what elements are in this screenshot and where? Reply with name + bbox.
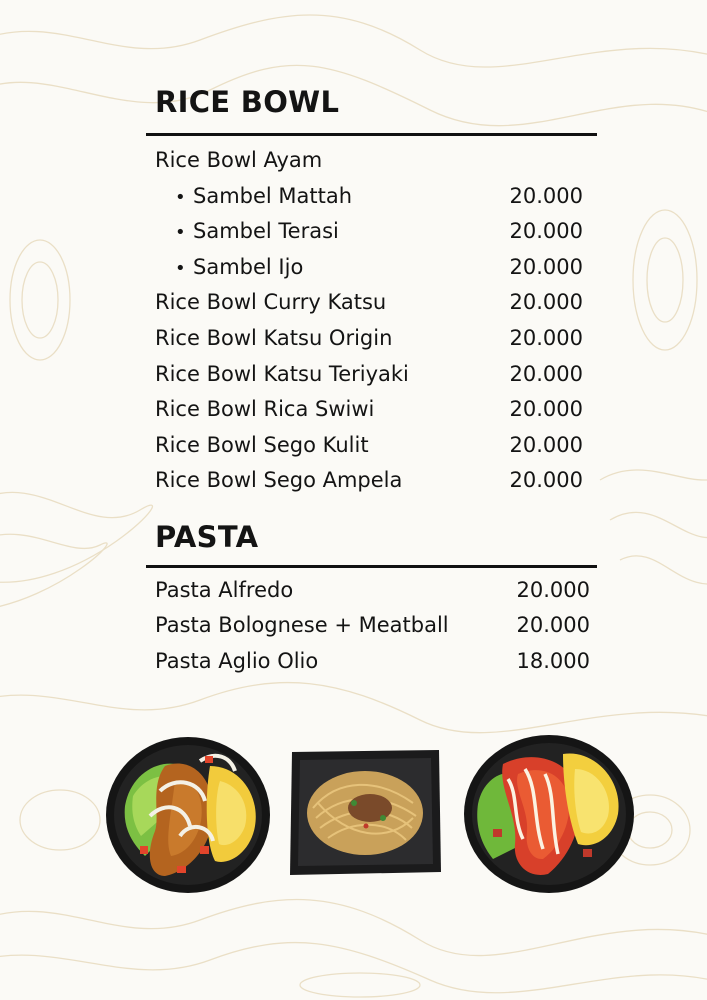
menu-item-name: • Sambel Ijo — [175, 257, 303, 278]
menu-item-price: 20.000 — [509, 184, 583, 208]
rice-bowl-curry-photo — [105, 736, 271, 894]
menu-item-price: 20.000 — [509, 219, 583, 243]
menu-item-price: 20.000 — [516, 578, 590, 602]
rice-bowl-title: RICE BOWL — [155, 85, 340, 119]
menu-item-name: Rice Bowl Katsu Teriyaki — [155, 362, 409, 386]
pasta-title: PASTA — [155, 520, 259, 554]
rice-bowl-divider — [146, 133, 597, 136]
menu-item-name: Rice Bowl Rica Swiwi — [155, 397, 375, 421]
pasta-divider — [146, 565, 597, 568]
menu-item-price: 20.000 — [509, 255, 583, 279]
menu-item-price: 20.000 — [509, 326, 583, 350]
menu-item-price: 20.000 — [509, 290, 583, 314]
menu-item-price: 20.000 — [509, 433, 583, 457]
menu-item-name: Rice Bowl Curry Katsu — [155, 290, 387, 314]
menu-item-name: Pasta Alfredo — [155, 578, 294, 602]
menu-item-price: 20.000 — [516, 613, 590, 637]
menu-item-name: Rice Bowl Ayam — [155, 148, 323, 172]
menu-item-price: 20.000 — [509, 397, 583, 421]
menu-item-name: Rice Bowl Sego Kulit — [155, 433, 369, 457]
menu-item-name: Rice Bowl Katsu Origin — [155, 326, 393, 350]
menu-item-price: 18.000 — [516, 649, 590, 673]
rice-bowl-katsu-photo — [463, 734, 635, 894]
menu-item-price: 20.000 — [509, 468, 583, 492]
menu-item-name: Rice Bowl Sego Ampela — [155, 468, 403, 492]
menu-item-name: Pasta Aglio Olio — [155, 649, 319, 673]
menu-item-name: Pasta Bolognese + Meatball — [155, 613, 449, 637]
menu-item-name: • Sambel Terasi — [175, 221, 339, 242]
menu-item-price: 20.000 — [509, 362, 583, 386]
menu-item-name: • Sambel Mattah — [175, 186, 352, 207]
pasta-plate-photo — [288, 748, 443, 878]
